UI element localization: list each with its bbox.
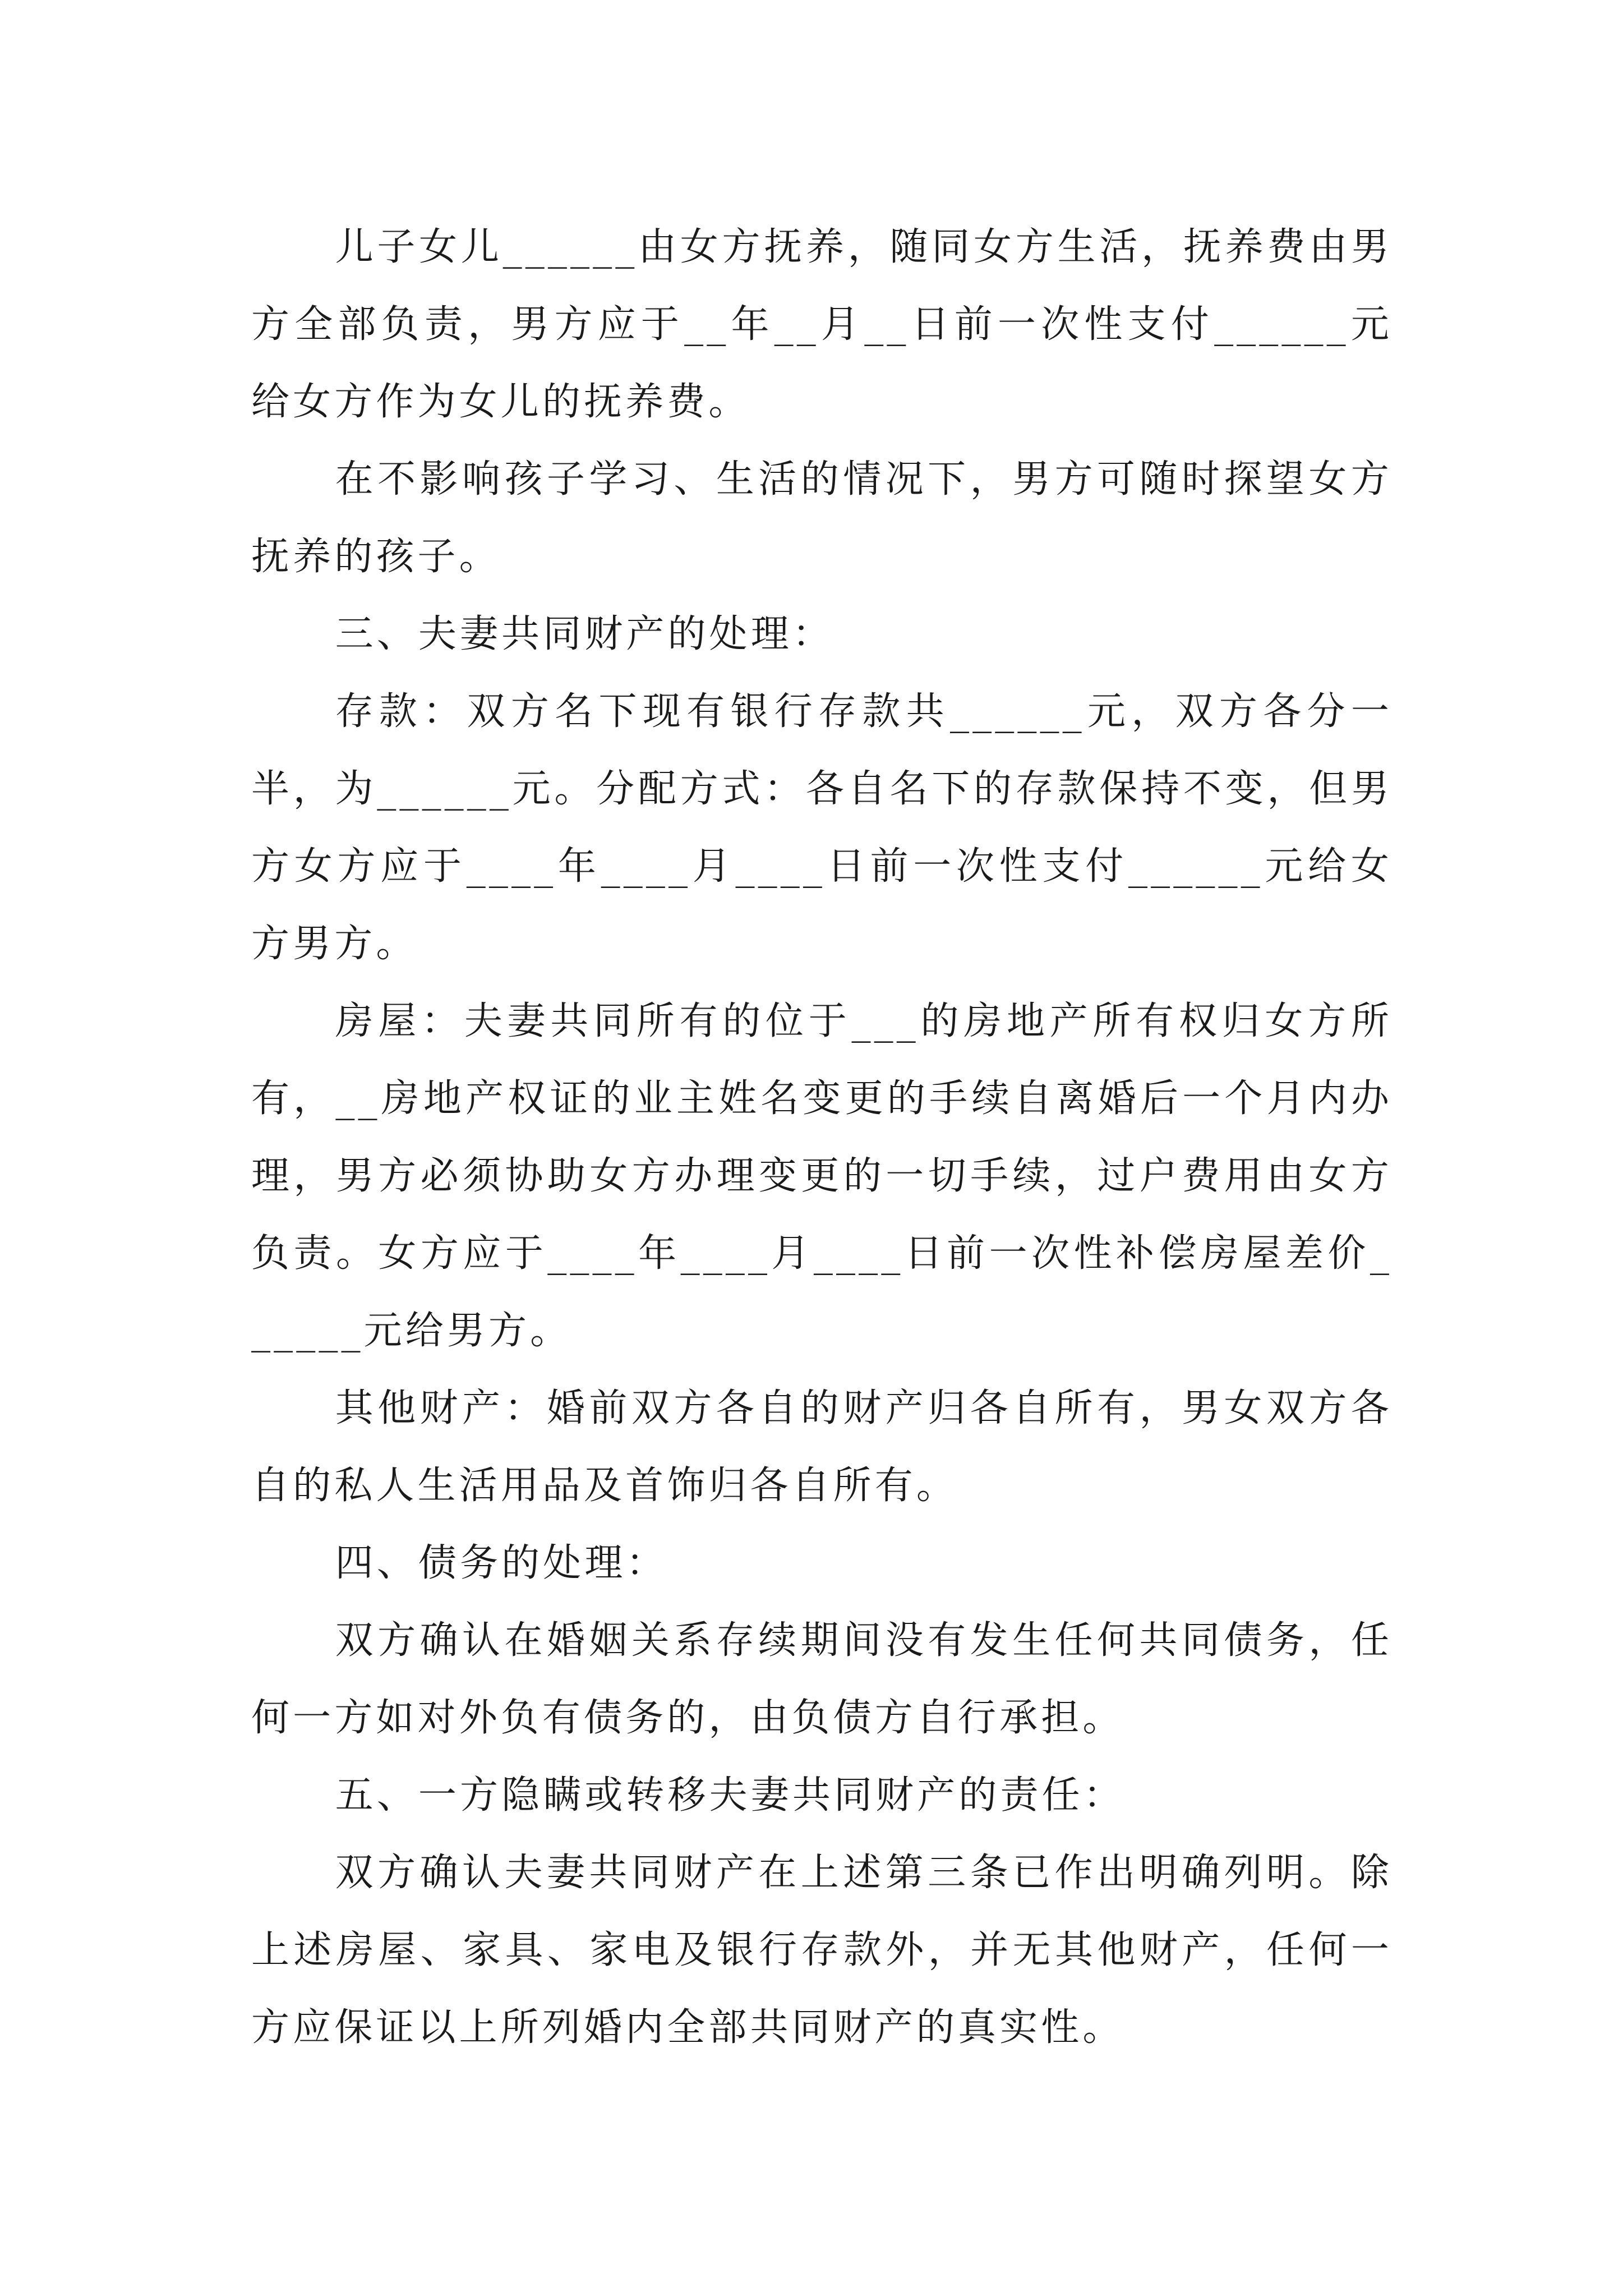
heading-debts: 四、债务的处理： xyxy=(335,1541,668,1585)
paragraph-debts: 双方确认在婚姻关系存续期间没有发生任何共同债务，任何一方如对外负有债务的，由负债方自行承担。 xyxy=(251,1618,1393,1740)
paragraph-visitation: 在不影响孩子学习、生活的情况下，男方可随时探望女方抚养的孩子。 xyxy=(251,457,1393,579)
heading-concealment-liability: 五、一方隐瞒或转移夫妻共同财产的责任： xyxy=(335,1773,1125,1818)
paragraph-other-property: 其他财产：婚前双方各自的财产归各自所有，男女双方各自的私人生活用品及首饰归各自所有。 xyxy=(251,1386,1393,1508)
document-body xyxy=(251,209,1393,2067)
paragraph-concealment: 双方确认夫妻共同财产在上述第三条已作出明确列明。除上述房屋、家具、家电及银行存款外，并无其他财产，任何一方应保证以上所列婚内全部共同财产的真实性。 xyxy=(251,1851,1393,2050)
paragraph-deposits: 存款：双方名下现有银行存款共______元，双方各分一半，为______元。分配方式：各自名下的存款保持不变，但男方女方应于____年____月____日前一次性支付______元给女方男方。 xyxy=(251,689,1393,966)
paragraph-child-custody: 儿子女儿______由女方抚养，随同女方生活，抚养费由男方全部负责，男方应于__年__月__日前一次性支付______元给女方作为女儿的抚养费。 xyxy=(251,225,1393,424)
heading-joint-property: 三、夫妻共同财产的处理： xyxy=(335,612,834,656)
paragraph-house: 房屋：夫妻共同所有的位于___的房地产所有权归女方所有，__房地产权证的业主姓名变更的手续自离婚后一个月内办理，男方必须协助女方办理变更的一切手续，过户费用由女方负责。女方应于____年____月____日前一次性补偿房屋差价______元给男方。 xyxy=(251,999,1393,1353)
